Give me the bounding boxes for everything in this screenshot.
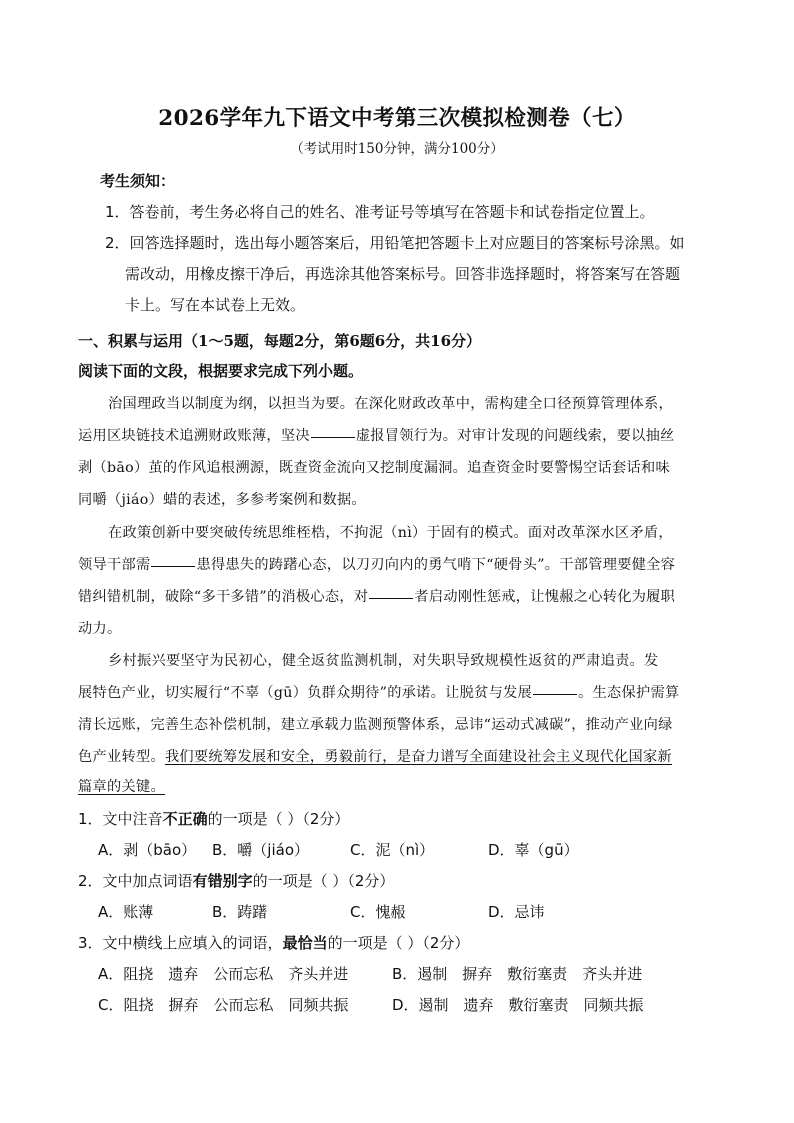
q3-option-d: D．遏制 遗弃 敷衍塞责 同频共振 (392, 996, 644, 1014)
question-text: 的一项是（ ）（2分） (327, 934, 470, 952)
fill-blank (151, 565, 195, 567)
question-text: 文中加点词语 (102, 872, 193, 890)
passage-text: 运用区块链技术追溯财政账薄，坚决 (78, 428, 310, 444)
question-2 (78, 870, 394, 891)
question-text: 文中注音 (102, 810, 163, 828)
notice-heading: 考生须知： (100, 172, 176, 190)
section-heading: 一、积累与运用（1～5题，每题2分，第6题6分，共16分） (78, 332, 482, 350)
passage-text: 色产业转型。 (78, 749, 165, 765)
q2-option-a: A．账薄 (98, 903, 154, 921)
page-title: 2026学年九下语文中考第三次模拟检测卷（七） (158, 106, 636, 131)
q1-option-a: A．剥（bāo） (98, 841, 197, 859)
passage-p3-line-2 (78, 682, 680, 702)
q3-option-b: B．遏制 摒弃 敷衍塞责 齐头并进 (392, 965, 643, 983)
passage-p2-line-1: 在政策创新中要突破传统思维桎梏，不拘泥（nì）于固有的模式。面对改革深水区矛盾， (108, 525, 673, 541)
passage-p3-line-5 (78, 776, 165, 796)
fill-blank (369, 597, 413, 599)
passage-p3-line-1: 乡村振兴要坚守为民初心，健全返贫监测机制，对失职导致规模性返贫的严肃追责。发 (108, 653, 659, 669)
passage-p2-line-3 (78, 586, 675, 606)
passage-p3-line-4 (78, 746, 672, 766)
passage-p2-line-2 (78, 554, 675, 574)
question-emphasis: 不正确 (162, 810, 208, 828)
question-number: 2． (78, 872, 103, 890)
notice-item-number: 1． (105, 203, 130, 221)
q3-option-c: C．阻挠 摒弃 公而忘私 同频共振 (98, 996, 349, 1014)
passage-text: 展特色产业，切实履行“不辜（gū）负群众期待”的承诺。让脱贫与发展 (78, 685, 533, 701)
passage-p2-line-4: 动力。 (78, 621, 122, 637)
q3-option-a: A．阻挠 遗弃 公而忘私 齐头并进 (98, 965, 349, 983)
question-text: 的一项是（ ）（2分） (252, 872, 395, 890)
fill-blank (311, 436, 355, 438)
passage-text: 。生态保护需算 (578, 685, 680, 701)
question-number: 3． (78, 934, 103, 952)
passage-text: 领导干部需 (78, 557, 151, 573)
notice-item-text: 答卷前，考生务必将自己的姓名、准考证号等填写在答题卡和试卷指定位置上。 (129, 203, 655, 221)
passage-p1-line-3: 剥（bāo）茧的作风追根溯源，既查资金流向又挖制度漏洞。追查资金时要警惕空话套话和味 (78, 460, 670, 476)
passage-p1-line-1: 治国理政当以制度为纲，以担当为要。在深化财政改革中，需构建全口径预算管理体系， (108, 396, 674, 412)
q2-option-d: D．忌讳 (488, 903, 545, 921)
question-text: 文中横线上应填入的词语， (102, 934, 283, 952)
fill-blank (533, 693, 577, 695)
passage-text: 虚报冒领行为。对审计发现的问题线索，要以抽丝 (355, 428, 675, 444)
notice-item-2-line-2: 需改动，用橡皮擦干净后，再选涂其他答案标号。回答非选择题时，将答案写在答题 (125, 265, 681, 283)
passage-text: 患得患失的踌躇心态，以刀刃向内的勇气啃下“硬骨头”。干部管理要健全容 (196, 557, 676, 573)
q1-option-d: D．辜（gū） (488, 841, 579, 859)
passage-text: 者启动刚性惩戒，让愧赧之心转化为履职 (414, 589, 676, 605)
passage-p1-line-2 (78, 425, 675, 445)
q2-option-b: B．踌躇 (212, 903, 268, 921)
question-1 (78, 808, 349, 829)
q1-option-c: C．泥（nì） (350, 841, 435, 859)
question-emphasis: 有错别字 (192, 872, 253, 890)
notice-item-2 (105, 232, 685, 253)
question-emphasis: 最恰当 (282, 934, 328, 952)
underlined-sentence: 篇章的关键。 (78, 779, 165, 795)
notice-item-text: 回答选择题时，选出每小题答案后，用铅笔把答题卡上对应题目的答案标号涂黑。如 (129, 234, 685, 252)
notice-item-2-line-3: 卡上。写在本试卷上无效。 (125, 296, 306, 314)
passage-p3-line-3: 清长远账，完善生态补偿机制，建立承载力监测预警体系，忌讳“运动式减碳”，推动产业向绿 (78, 717, 673, 733)
question-number: 1． (78, 810, 103, 828)
q2-option-c: C．愧赧 (350, 903, 406, 921)
reading-instructions: 阅读下面的文段，根据要求完成下列小题。 (78, 362, 364, 380)
exam-duration-note: （考试用时150分钟，满分100分） (290, 141, 504, 157)
notice-item-number: 2． (105, 234, 130, 252)
question-3 (78, 932, 469, 953)
passage-text: 错纠错机制，破除“多干多错”的消极心态，对 (78, 589, 369, 605)
question-text: 的一项是（ ）（2分） (207, 810, 350, 828)
passage-p1-line-4: 同嚼（jiáo）蜡的表述，多参考案例和数据。 (78, 492, 366, 508)
notice-item-1 (105, 201, 655, 222)
q1-option-b: B．嚼（jiáo） (212, 841, 309, 859)
underlined-sentence: 我们要统筹发展和安全，勇毅前行，是奋力谱写全面建设社会主义现代化国家新 (164, 749, 673, 765)
